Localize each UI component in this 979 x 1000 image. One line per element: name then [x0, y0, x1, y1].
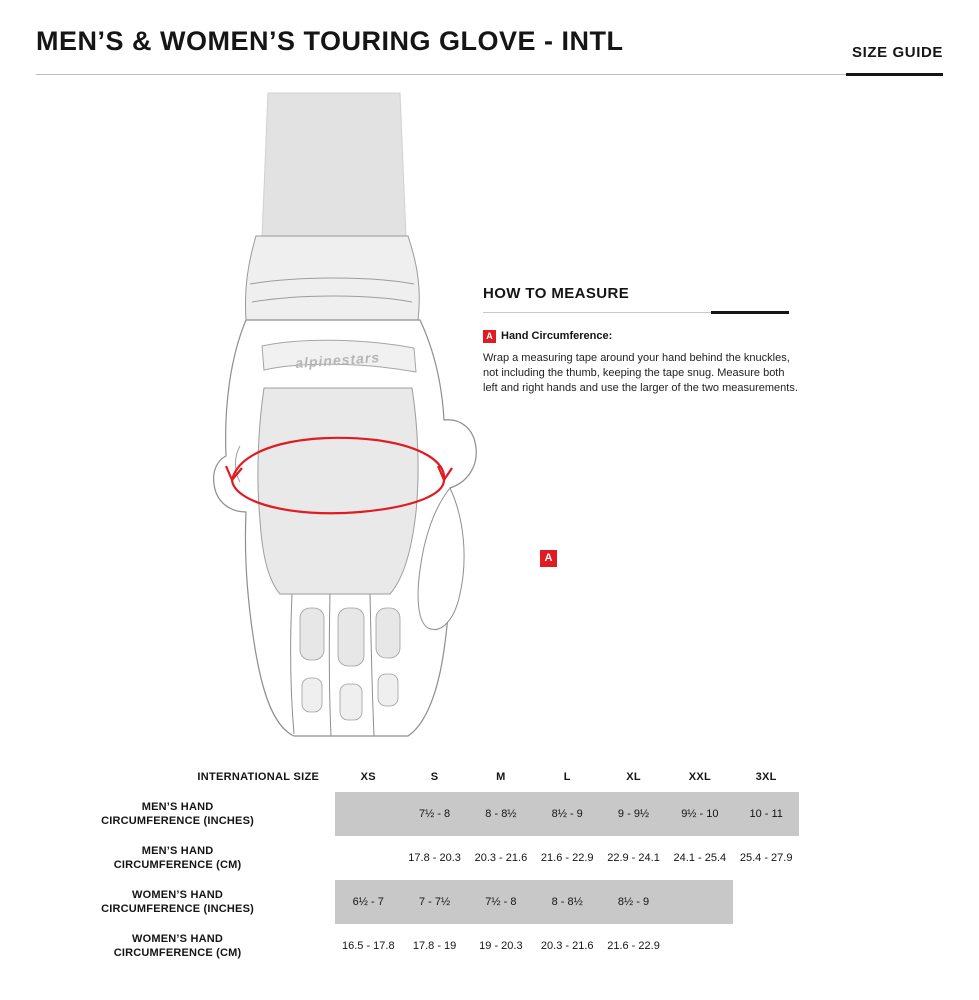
row-label-mens-cm [36, 836, 335, 880]
row-label-line1: MEN’S HAND [141, 845, 214, 857]
glove-drawing [210, 88, 550, 748]
cell-mens-cm-xl: 22.9 - 24.1 [607, 852, 660, 864]
cell-womens-inches-3xl [733, 880, 799, 924]
table-header-row [36, 762, 943, 792]
size-header-l: L [563, 771, 571, 783]
table-spacer [799, 836, 943, 880]
cell-mens-cm-xxl: 24.1 - 25.4 [673, 852, 727, 864]
cell-womens-cm-l: 20.3 - 21.6 [540, 940, 594, 952]
cell-womens-cm-m: 19 - 20.3 [479, 940, 523, 952]
cell-mens-cm-s: 17.8 - 20.3 [408, 852, 461, 864]
size-table-body [36, 762, 943, 968]
cell-mens-inches-xs [335, 792, 401, 836]
hand-circumference-label: Hand Circumference: [501, 330, 613, 342]
hand-circumference-instructions: Wrap a measuring tape around your hand behind the knuckles, not including the thumb, keeping the tape snug. Measure both left and right hands and use the larger of the two measurements. [483, 352, 798, 394]
table-row [36, 836, 943, 880]
cell-womens-inches-xs: 6½ - 7 [335, 880, 401, 924]
international-size-label: INTERNATIONAL SIZE [197, 771, 320, 783]
cell-womens-cm-xxl [667, 924, 733, 968]
how-to-measure-title: HOW TO MEASURE [483, 285, 630, 302]
row-label-line2: CIRCUMFERENCE (INCHES) [101, 815, 254, 827]
cell-mens-inches-xxl: 9½ - 10 [667, 792, 733, 836]
size-header-xs: XS [360, 771, 376, 783]
brand-wordmark: alpinestars [294, 349, 381, 371]
row-label-line1: MEN’S HAND [141, 801, 214, 813]
cell-womens-inches-xxl [667, 880, 733, 924]
size-header-xxl: XXL [688, 771, 711, 783]
cell-mens-cm-xs [335, 836, 401, 880]
cell-mens-cm-m: 20.3 - 21.6 [474, 852, 528, 864]
table-spacer [799, 762, 943, 792]
header-divider-accent [846, 73, 943, 76]
cell-womens-cm-s: 17.8 - 19 [412, 940, 457, 952]
size-header-3xl: 3XL [755, 771, 777, 783]
cell-womens-cm-xl: 21.6 - 22.9 [607, 940, 660, 952]
cell-mens-inches-s: 7½ - 8 [401, 792, 467, 836]
header-divider [36, 74, 943, 75]
size-guide-label: SIZE GUIDE [851, 44, 943, 61]
how-to-measure-divider-accent [711, 311, 789, 314]
table-row [36, 924, 943, 968]
size-header-xl: XL [626, 771, 641, 783]
cell-womens-inches-s: 7 - 7½ [401, 880, 467, 924]
row-label-womens-cm [36, 924, 335, 968]
cell-womens-inches-l: 8 - 8½ [534, 880, 600, 924]
row-label-womens-inches [36, 880, 335, 924]
size-header-m: M [496, 771, 506, 783]
cell-womens-cm-xs: 16.5 - 17.8 [341, 940, 395, 952]
row-label-line1: WOMEN’S HAND [132, 889, 224, 901]
cell-womens-inches-m: 7½ - 8 [468, 880, 534, 924]
cell-womens-inches-xl: 8½ - 9 [600, 880, 666, 924]
table-row [36, 792, 943, 836]
how-to-measure-section [483, 285, 803, 394]
size-header-s: S [430, 771, 439, 783]
how-to-measure-body [483, 330, 798, 396]
table-spacer [799, 880, 943, 924]
page-header [36, 26, 943, 78]
size-table-container [36, 762, 943, 968]
cell-mens-cm-3xl: 25.4 - 27.9 [739, 852, 793, 864]
glove-illustration [210, 88, 553, 748]
size-table [36, 762, 943, 968]
cell-mens-cm-l: 21.6 - 22.9 [540, 852, 594, 864]
row-label-mens-inches [36, 792, 335, 836]
cell-mens-inches-xl: 9 - 9½ [600, 792, 666, 836]
page-title: MEN’S & WOMEN’S TOURING GLOVE - INTL [36, 26, 624, 56]
hand-circumference-badge: A [483, 330, 496, 343]
row-label-line2: CIRCUMFERENCE (CM) [113, 859, 242, 871]
cell-womens-cm-3xl [733, 924, 799, 968]
table-spacer [799, 924, 943, 968]
row-label-line1: WOMEN’S HAND [132, 933, 224, 945]
cell-mens-inches-l: 8½ - 9 [534, 792, 600, 836]
cell-mens-inches-3xl: 10 - 11 [733, 792, 799, 836]
table-spacer [799, 792, 943, 836]
row-label-line2: CIRCUMFERENCE (CM) [113, 947, 242, 959]
cell-mens-inches-m: 8 - 8½ [468, 792, 534, 836]
table-row [36, 880, 943, 924]
row-label-line2: CIRCUMFERENCE (INCHES) [101, 903, 254, 915]
measure-marker-a: A [540, 550, 557, 567]
